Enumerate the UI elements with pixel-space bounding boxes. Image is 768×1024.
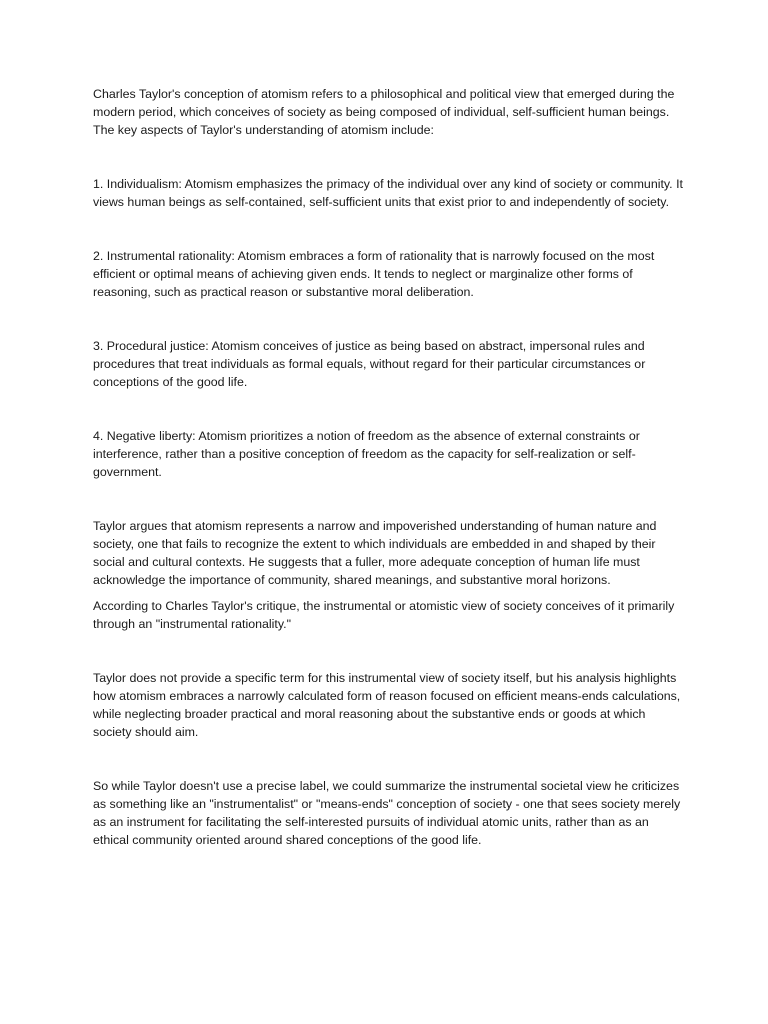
point-instrumental-rationality: 2. Instrumental rationality: Atomism embraces a form of rationality that is narrowly focused on the most efficient or optimal means of achieving given ends. It tends to neglect or marginalize other forms of reasoning, such as practical reason or substantive moral deliberation.: [93, 249, 655, 299]
taylor-argument-paragraph: Taylor argues that atomism represents a narrow and impoverished understanding of human nature and society, one that fails to recognize the extent to which individuals are embedded in and shaped by their social and cultural contexts. He suggests that a fuller, more adequate conception of human life must acknowledge the importance of community, shared meanings, and substantive moral horizons.: [93, 519, 657, 587]
point-procedural-justice: 3. Procedural justice: Atomism conceives of justice as being based on abstract, impersonal rules and procedures that treat individuals as formal equals, without regard for their particular circumstances or conceptions of the good life.: [93, 339, 646, 389]
point-individualism: 1. Individualism: Atomism emphasizes the primacy of the individual over any kind of society or community. It views human beings as self-contained, self-sufficient units that exist prior to and independently of society.: [93, 177, 683, 209]
document-body: [93, 85, 683, 849]
no-specific-term-paragraph: Taylor does not provide a specific term for this instrumental view of society itself, but his analysis highlights how atomism embraces a narrowly calculated form of reason focused on efficient means-ends calculations, while neglecting broader practical and moral reasoning about the substantive ends or goods at which society should aim.: [93, 671, 681, 739]
point-negative-liberty: 4. Negative liberty: Atomism prioritizes a notion of freedom as the absence of external constraints or interference, rather than a positive conception of freedom as the capacity for self-realization or self-government.: [93, 429, 640, 479]
critique-paragraph: According to Charles Taylor's critique, the instrumental or atomistic view of society conceives of it primarily through an "instrumental rationality.": [93, 599, 675, 631]
summary-paragraph: So while Taylor doesn't use a precise label, we could summarize the instrumental societal view he criticizes as something like an "instrumentalist" or "means-ends" conception of society - one that sees society merely as an instrument for facilitating the self-interested pursuits of individual atomic units, rather than as an ethical community oriented around shared conceptions of the good life.: [93, 779, 681, 847]
intro-paragraph: Charles Taylor's conception of atomism refers to a philosophical and political view that emerged during the modern period, which conceives of society as being composed of individual, self-sufficient human beings. The key aspects of Taylor's understanding of atomism include:: [93, 87, 675, 137]
